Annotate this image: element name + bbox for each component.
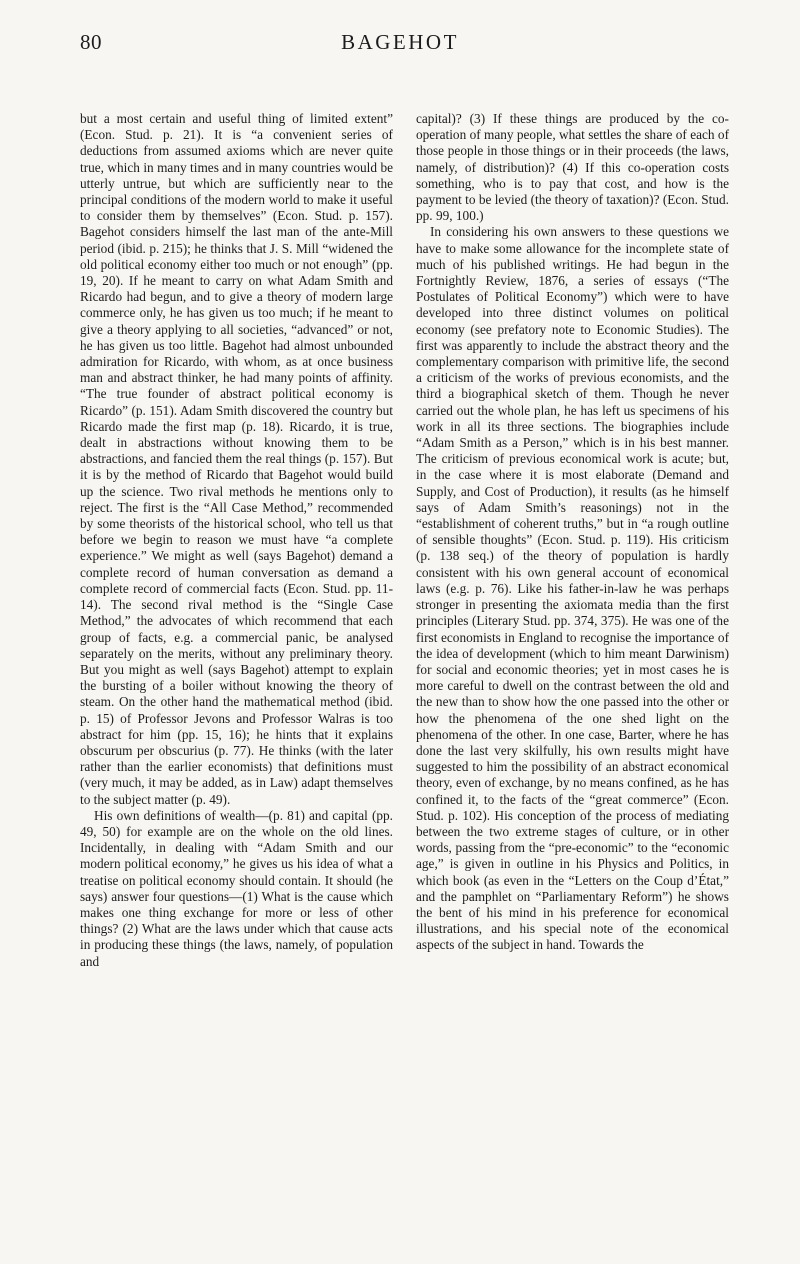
right-paragraph-2: In considering his own answers to these questions we have to make some allowance for the incomplete state of much of his published writings. He had begun in the Fortnightly Review, 1876, a series of essays (“The Postulates of Political Economy”) which were to have developed into three distinct volumes on political economy (see prefatory note to Economic Studies). The first was apparently to include the abstract theory and the complementary comparison with primitive life, the second a criticism of the works of previous economists, and the third a biographical sketch of them. Though he never carried out the whole plan, he has left us specimens of his work in all its three sections. The biographies include “Adam Smith as a Person,” which is in his best manner. The criticism of previous economical work is acute; but, in the case where it is most elaborate (Demand and Supply, and Cost of Production), it results (as he himself says of Adam Smith’s reasonings) not in the “establishment of coherent truths,” but in “a rough outline of sensible thoughts” (Econ. Stud. p. 119). His criticism (p. 138 seq.) of the theory of population is hardly consistent with his own general account of economical laws (e.g. p. 76). Like his father-in-law he was perhaps stronger in presenting the axiomata media than the first principles (Literary Stud. pp. 374, 375). He was one of the first economists in England to recognise the importance of the idea of development (which to him meant Darwinism) for social and economic theories; yet in most cases he is more careful to dwell on the contrast between the old and the new than to show how the one passed into the other or how the phenomena of the one shed light on the phenomena of the other. In one case, Barter, where he has done the last very skilfully, his own results might have suggested to him the possibility of an abstract economical theory, even of exchange, by no means confined, as he has confined it, to the facts of the “great commerce” (Econ. Stud. p. 102). His conception of the process of mediating between the two extreme stages of culture, or in other words, passing from the “pre-economic” to the “economic age,” is given in outline in his Physics and Politics, in which book (as even in the “Letters on the Coup d’État,” and the pamphlet on “Parliamentary Reform”) he shows the bent of his mind in his preference for economical illustrations, and his special note of the economical aspects of the subject in hand. Towards the: [416, 224, 729, 953]
left-column: [80, 111, 393, 970]
left-paragraph-1: but a most certain and useful thing of limited extent” (Econ. Stud. p. 21). It is “a convenient series of deductions from assumed axioms which are never quite true, which in many times and in many countries would be utterly untrue, but which are sufficiently near to the principal conditions of the modern world to make it useful to consider them by themselves” (Econ. Stud. p. 157). Bagehot considers himself the last man of the ante-Mill period (ibid. p. 215); he thinks that J. S. Mill “widened the old political economy either too much or not enough” (pp. 19, 20). If he meant to carry on what Adam Smith and Ricardo had begun, and to give a theory of modern large commerce only, he has given us too much; if he meant to give a theory applying to all societies, “advanced” or not, he has given us too little. Bagehot had almost unbounded admiration for Ricardo, with whom, as at once business man and abstract thinker, he had many points of affinity. “The true founder of abstract political economy is Ricardo” (p. 151). Adam Smith discovered the country but Ricardo made the first map (p. 18). Ricardo, it is true, dealt in abstractions without knowing them to be abstractions, and fancied them the real things (p. 157). But it is by the method of Ricardo that Bagehot would build up the science. Two rival methods he mentions only to reject. The first is the “All Case Method,” recommended by some theorists of the historical school, who tell us that before we begin to reason we must have “a complete experience.” We might as well (says Bagehot) demand a complete record of human conversation as demand a complete record of commercial facts (Econ. Stud. pp. 11-14). The second rival method is the “Single Case Method,” the advocates of which recommend that each group of facts, e.g. a commercial panic, be analysed separately on the merits, without any preliminary theory. But you might as well (says Bagehot) attempt to explain the bursting of a boiler without knowing the theory of steam. On the other hand the mathematical method (ibid. p. 15) of Professor Jevons and Professor Walras is too abstract for him (pp. 15, 16); he hints that it explains obscurum per obscurius (p. 77). He thinks (with the later rather than the earlier economists) that definitions must (very much, it may be added, as in Law) adapt themselves to the subject matter (p. 49).: [80, 111, 393, 807]
left-paragraph-2: His own definitions of wealth—(p. 81) and capital (pp. 49, 50) for example are on the whole on the old lines. Incidentally, in dealing with “Adam Smith and our modern political economy,” he gives us his idea of what a treatise on political economy should contain. It should (he says) answer four questions—(1) What is the cause which makes one thing exchange for more or less of other things? (2) What are the laws under which that cause acts in producing these things (the laws, namely, of population and: [80, 807, 393, 969]
right-column: [416, 111, 729, 954]
page-header: [0, 30, 800, 70]
right-paragraph-1: capital)? (3) If these things are produced by the co-operation of many people, what settles the share of each of those people in those things or in their proceeds (the laws, namely, of distribution)? (4) If this co-operation costs something, who is to pay that cost, and how is the payment to be levied (the theory of taxation)? (Econ. Stud. pp. 99, 100.): [416, 111, 729, 224]
page-number: 80: [80, 30, 102, 54]
running-head: BAGEHOT: [341, 30, 459, 54]
